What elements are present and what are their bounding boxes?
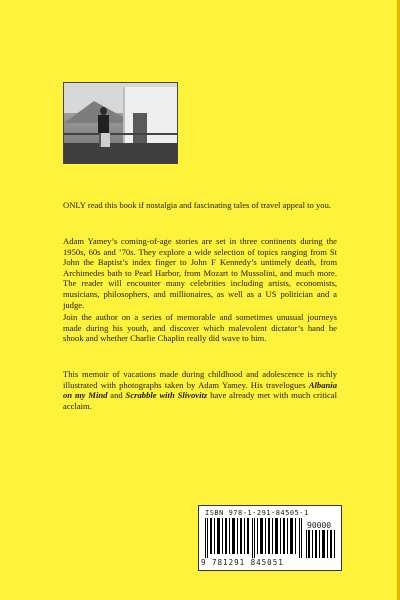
book-title-albania: Albania on my Mind xyxy=(63,379,337,401)
isbn-label: ISBN 978-1-291-84505-1 xyxy=(205,509,309,517)
p4-mid: and xyxy=(107,390,126,401)
photo-ground xyxy=(64,143,177,163)
photo-building xyxy=(123,87,177,147)
photo-door xyxy=(133,113,147,147)
photo-railing xyxy=(64,133,177,135)
blurb-paragraph-3: Join the author on a series of memorable and sometimes unusual journeys made during his youth, and discover which malevolent dictator’s hand he shook and whether Charlie Chaplin really did wave to him. xyxy=(63,312,337,344)
blurb-paragraph-2: Adam Yamey’s coming-of-age stories are set in three continents during the 1950s, 60s and ’70s. They explore a wide selection of topics ranging from St John the Baptist’s index finger to John F Kennedy’s untimely death, from Archimedes bath to Pearl Harbor, from Mozart to Mussolini, and much more. The reader will encounter many celebrities including artists, economists, musicians, philosophers, and millionaires, as well as a US politician and a judge. xyxy=(63,236,337,310)
price-barcode-bars xyxy=(306,530,336,558)
photo-boy-body xyxy=(98,115,109,133)
price-code: 90000 xyxy=(307,521,332,530)
isbn-barcode xyxy=(198,505,342,571)
p4-start: This memoir of vacations made during childhood and adolescence is richly illustrated with photographs taken by Adam Yamey. His travelogues xyxy=(63,369,337,390)
blurb-paragraph-1: ONLY read this book if nostalgia and fascinating tales of travel appeal to you. xyxy=(63,200,332,210)
photo-boy-head xyxy=(100,107,107,115)
book-title-scrabble: Scrabble with Slivovitz xyxy=(125,390,208,401)
p4-end: have already met with much critical acclaim. xyxy=(63,390,337,411)
barcode-number: 9 781291 845051 xyxy=(201,558,284,567)
author-photo xyxy=(63,82,178,164)
barcode-bars xyxy=(205,518,303,558)
blurb-paragraph-4 xyxy=(63,369,337,411)
photo-boy-legs xyxy=(99,133,110,147)
